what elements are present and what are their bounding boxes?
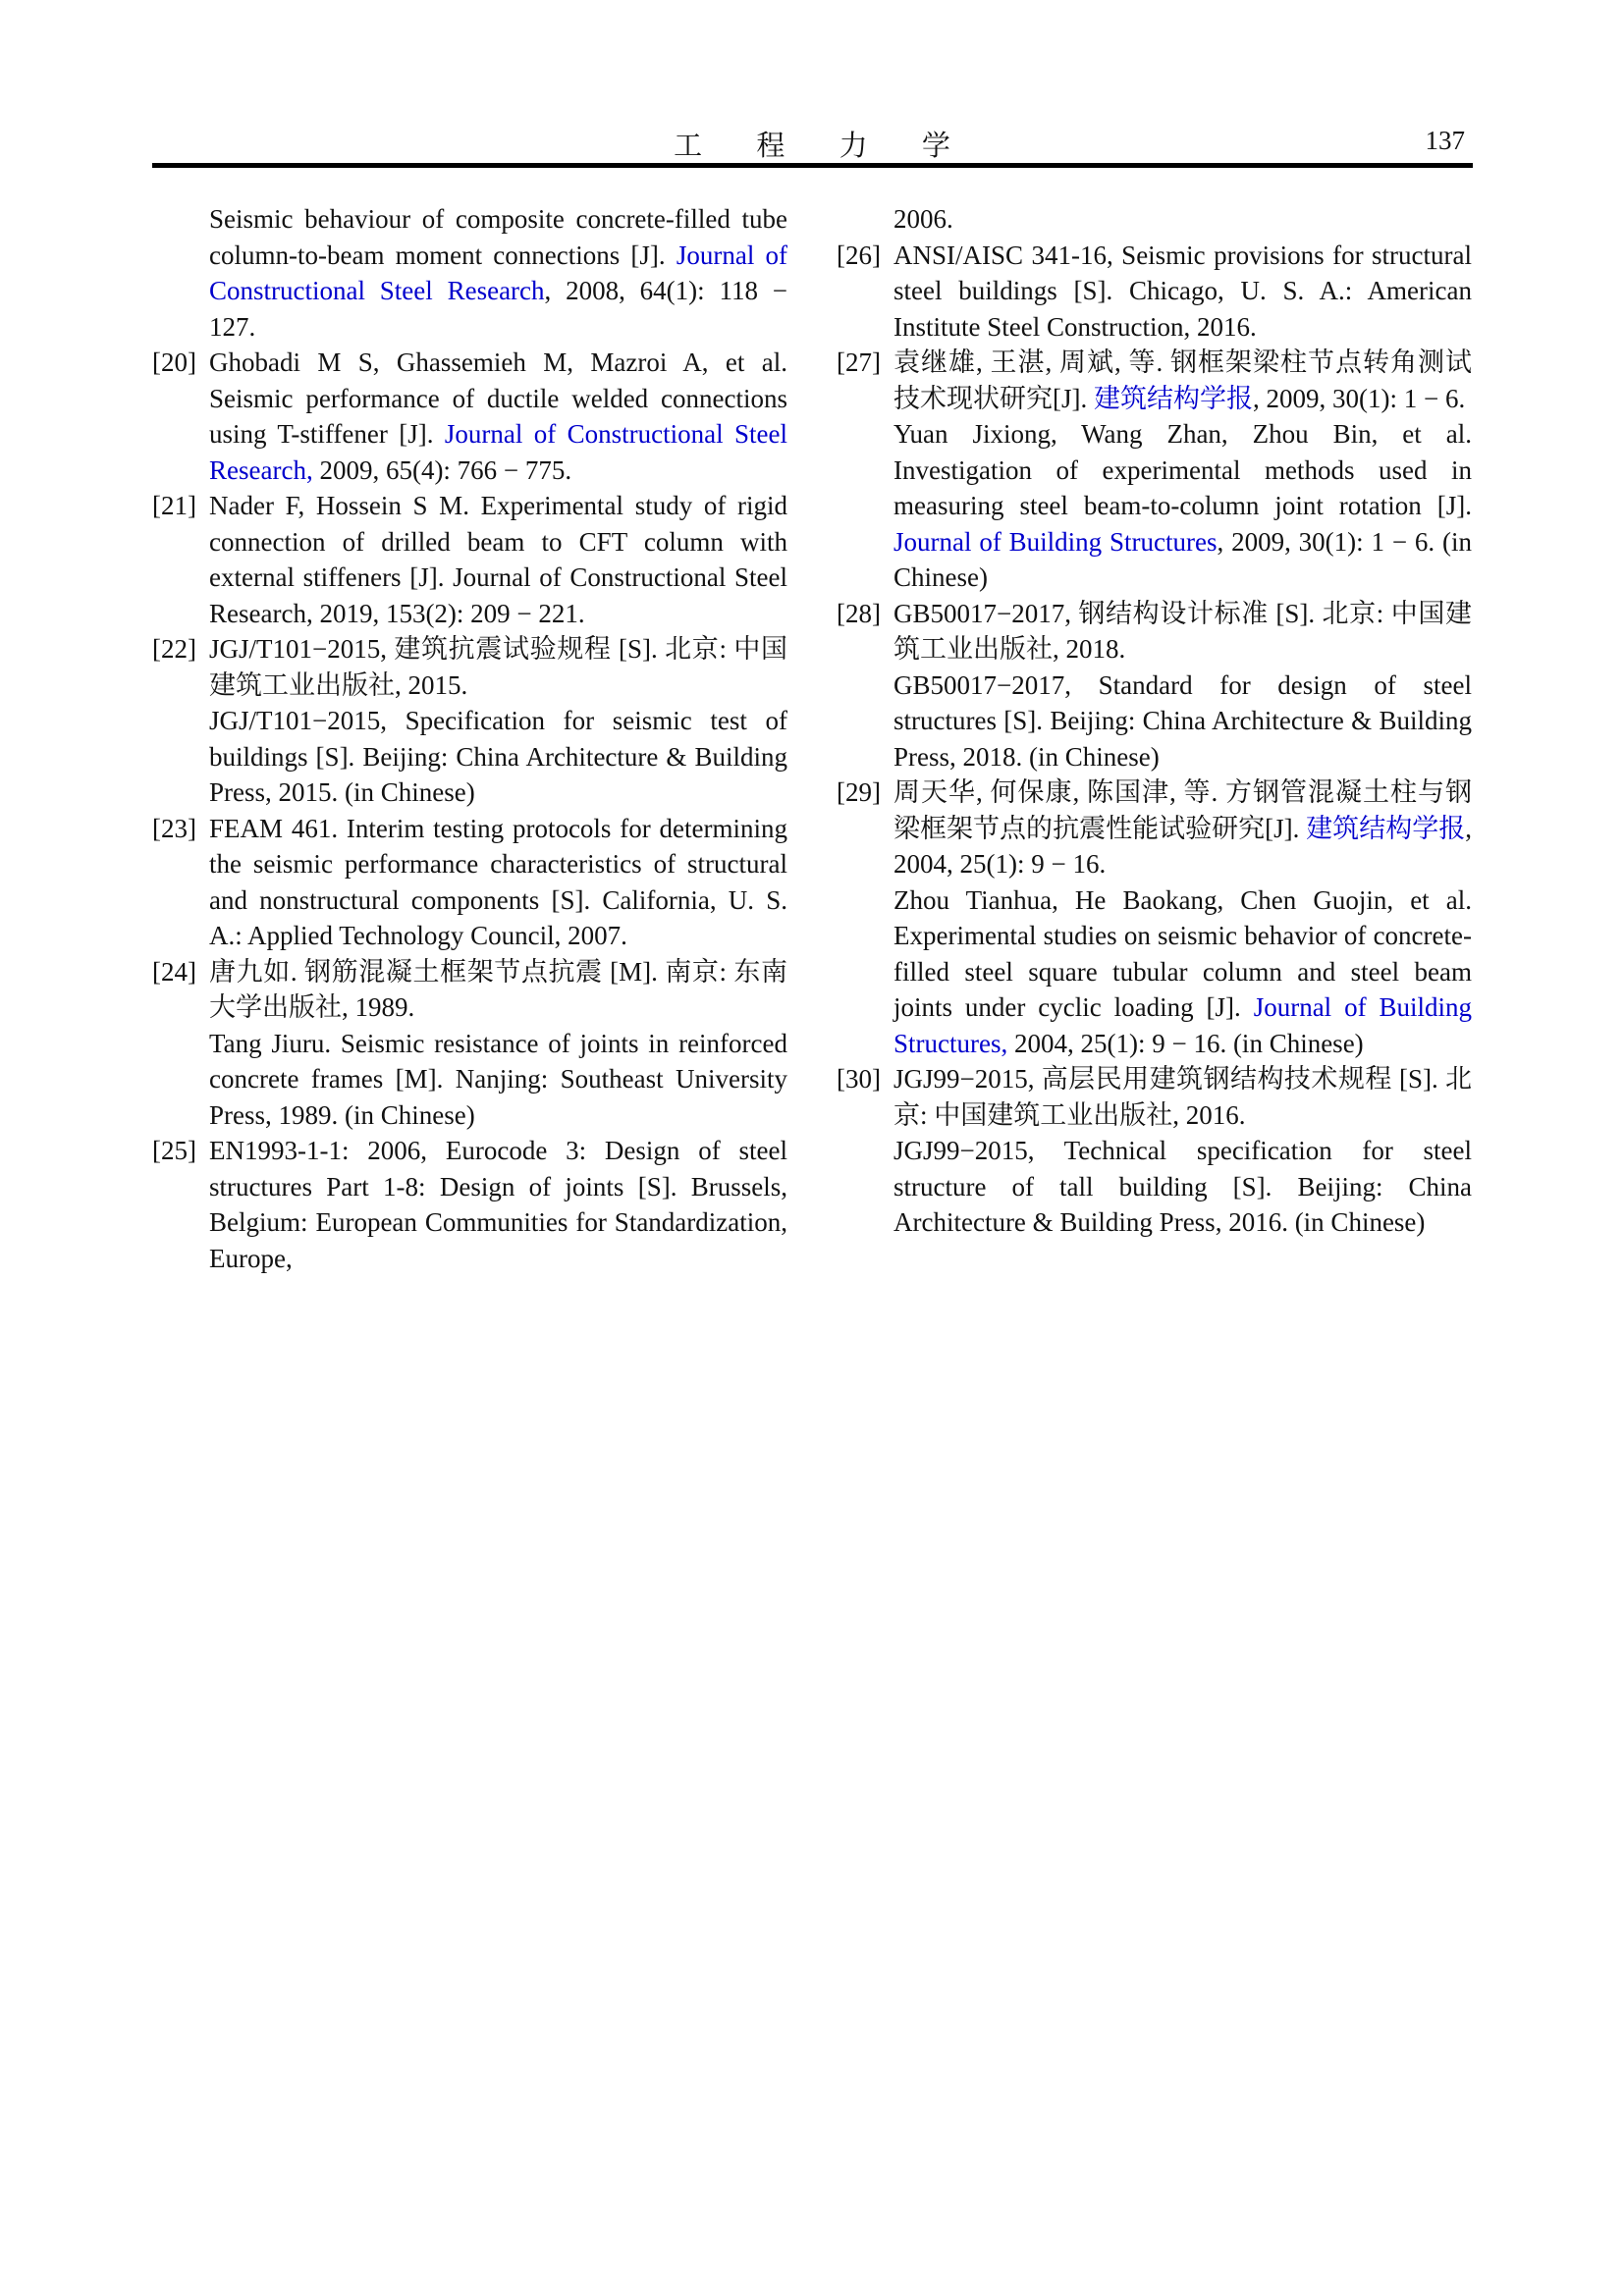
reference-text: GB50017−2017, 钢结构设计标准 [S]. 北京: 中国建筑工业出版社, 2018. <box>893 598 1472 664</box>
reference-text: Yuan Jixiong, Wang Zhan, Zhou Bin, et al. Investigation of experimental methods used in measuring steel beam-to-column joint rotation [J]. <box>893 419 1472 520</box>
reference-text: 2004, 25(1): 9 − 16. (in Chinese) <box>1007 1028 1364 1058</box>
reference-text: , 2009, 30(1): 1 − 6. <box>1253 383 1466 413</box>
reference-paragraph <box>893 345 1472 416</box>
reference-text: Seismic behaviour of composite concrete-filled tube column-to-beam moment connections [J]. <box>209 204 787 270</box>
reference-paragraph <box>209 954 787 1026</box>
reference-entry <box>152 1133 787 1276</box>
reference-body <box>893 596 1472 775</box>
reference-paragraph <box>209 201 787 345</box>
reference-number: [25] <box>152 1136 196 1165</box>
reference-text: ANSI/AISC 341-16, Seismic provisions for structural steel buildings [S]. Chicago, U. S. A.: American Institute Steel Construction, 2016. <box>893 240 1472 342</box>
reference-entry <box>837 596 1472 775</box>
reference-entry <box>152 345 787 488</box>
reference-text: JGJ/T101−2015, 建筑抗震试验规程 [S]. 北京: 中国建筑工业出版社, 2015. <box>209 634 787 700</box>
reference-entry <box>152 954 787 1134</box>
reference-body <box>209 811 787 954</box>
reference-body <box>893 238 1472 346</box>
reference-text: , 2004, 25(1): 9 − 16. <box>893 813 1472 879</box>
reference-text: 袁继雄, 王湛, 周斌, 等. 钢框架梁柱节点转角测试技术现状研究[J]. <box>893 347 1472 413</box>
reference-number: [29] <box>837 777 881 807</box>
reference-paragraph <box>893 1133 1472 1241</box>
column-right <box>837 201 1472 1241</box>
reference-body <box>209 488 787 631</box>
journal-link[interactable]: Journal of Building Structures, <box>893 992 1472 1058</box>
reference-body <box>209 201 787 345</box>
reference-body <box>893 774 1472 1061</box>
journal-link[interactable]: 建筑结构学报 <box>1094 383 1253 413</box>
reference-entry <box>837 1061 1472 1241</box>
reference-text: JGJ99−2015, 高层民用建筑钢结构技术规程 [S]. 北京: 中国建筑工业出版社, 2016. <box>893 1064 1472 1130</box>
reference-text: 周天华, 何保康, 陈国津, 等. 方钢管混凝土柱与钢梁框架节点的抗震性能试验研究[J]. <box>893 777 1472 843</box>
reference-paragraph <box>893 774 1472 882</box>
reference-paragraph <box>209 345 787 488</box>
reference-text: , 2009, 30(1): 1 − 6. (in Chinese) <box>893 526 1472 592</box>
reference-paragraph <box>893 882 1472 1062</box>
page-header <box>152 124 1473 165</box>
reference-number: [22] <box>152 634 196 664</box>
reference-text: 2009, 65(4): 766 − 775. <box>312 454 572 485</box>
reference-body <box>209 631 787 811</box>
reference-paragraph <box>209 811 787 954</box>
reference-body <box>893 345 1472 596</box>
header-rule <box>152 163 1473 168</box>
reference-number: [23] <box>152 813 196 843</box>
reference-paragraph <box>893 1061 1472 1133</box>
reference-number: [28] <box>837 598 881 628</box>
reference-entry <box>152 201 787 345</box>
reference-text: 2006. <box>893 204 953 234</box>
reference-text: GB50017−2017, Standard for design of steel structures [S]. Beijing: China Architecture & Building Press, 2018. (in Chinese) <box>893 669 1472 772</box>
reference-number: [24] <box>152 956 196 987</box>
reference-text: JGJ/T101−2015, Specification for seismic test of buildings [S]. Beijing: China Architecture & Building Press, 2015. (in Chinese) <box>209 706 787 807</box>
reference-entry <box>152 811 787 954</box>
reference-paragraph <box>893 238 1472 346</box>
reference-text: , 2008, 64(1): 118 − 127. <box>209 276 787 342</box>
reference-entry <box>837 774 1472 1061</box>
page-number: 137 <box>1425 126 1465 155</box>
reference-paragraph <box>893 416 1472 596</box>
reference-entry <box>837 201 1472 238</box>
reference-text: Nader F, Hossein S M. Experimental study of rigid connection of drilled beam to CFT column with external stiffeners [J]. Journal of Constructional Steel Research, 2019, 153(2): 209 − 221. <box>209 491 787 628</box>
reference-paragraph <box>893 201 1472 238</box>
column-left <box>152 201 787 1276</box>
reference-entry <box>152 488 787 631</box>
reference-paragraph <box>893 596 1472 667</box>
reference-body <box>209 954 787 1134</box>
journal-title: 工 程 力 学 <box>674 131 951 162</box>
reference-paragraph <box>209 1026 787 1134</box>
reference-body <box>209 1133 787 1276</box>
reference-text: EN1993-1-1: 2006, Eurocode 3: Design of steel structures Part 1-8: Design of joints [S]. Brussels, Belgium: European Communities for Standardization, Europe, <box>209 1136 787 1273</box>
reference-text: 唐九如. 钢筋混凝土框架节点抗震 [M]. 南京: 东南大学出版社, 1989. <box>209 956 787 1022</box>
reference-number: [30] <box>837 1064 881 1094</box>
reference-number: [21] <box>152 491 196 520</box>
reference-entry <box>837 345 1472 596</box>
reference-number: [26] <box>837 240 881 270</box>
reference-number: [27] <box>837 347 881 377</box>
reference-paragraph <box>209 631 787 703</box>
reference-text: FEAM 461. Interim testing protocols for determining the seismic performance characteristics of structural and nonstructural components [S]. California, U. S. A.: Applied Technology Council, 2007. <box>209 813 787 950</box>
reference-paragraph <box>209 1133 787 1276</box>
reference-text: Ghobadi M S, Ghassemieh M, Mazroi A, et al. Seismic performance of ductile welded connections using T-stiffener [J]. <box>209 347 787 449</box>
reference-paragraph <box>209 488 787 631</box>
references-section <box>152 201 1473 1276</box>
reference-text: Tang Jiuru. Seismic resistance of joints in reinforced concrete frames [M]. Nanjing: Southeast University Press, 1989. (in Chinese) <box>209 1028 787 1130</box>
reference-text: JGJ99−2015, Technical specification for steel structure of tall building [S]. Beijing: China Architecture & Building Press, 2016. (in Chinese) <box>893 1136 1472 1237</box>
journal-link[interactable]: Journal of Building Structures <box>893 526 1218 557</box>
reference-body <box>893 1061 1472 1241</box>
reference-text: Zhou Tianhua, He Baokang, Chen Guojin, et al. Experimental studies on seismic behavior of concrete-filled steel square tubular column and steel beam joints under cyclic loading [J]. <box>893 884 1472 1022</box>
reference-number: [20] <box>152 347 196 377</box>
reference-entry <box>152 631 787 811</box>
journal-link[interactable]: Journal of Constructional Steel Research, <box>209 419 787 485</box>
journal-link[interactable]: Journal of Constructional Steel Research <box>209 240 787 305</box>
reference-entry <box>837 238 1472 346</box>
journal-link[interactable]: 建筑结构学报 <box>1306 813 1466 843</box>
reference-body <box>893 201 1472 238</box>
reference-paragraph <box>209 703 787 811</box>
reference-paragraph <box>893 667 1472 775</box>
reference-body <box>209 345 787 488</box>
